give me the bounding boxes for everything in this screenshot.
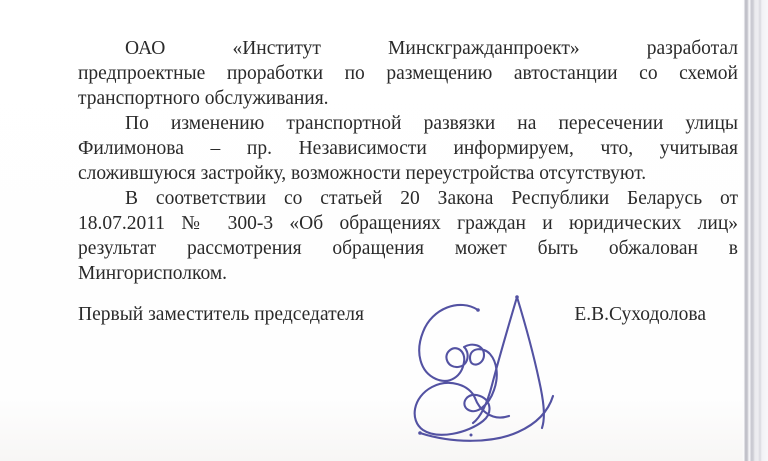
signature-stroke-peak-right-leg: [517, 297, 544, 428]
letter-body: [78, 36, 738, 286]
signature-stroke-loops: [415, 305, 509, 435]
text-line: Филимонова – пр. Независимости информируем, что, учитывая: [78, 138, 738, 159]
scan-edge-artifact: [742, 0, 768, 461]
text-line: 18.07.2011 № 300-3 «Об обращениях граждан и юридических лиц»: [78, 213, 738, 234]
text-line: По изменению транспортной развязки на пересечении улицы: [125, 113, 738, 134]
signer-title: Первый заместитель председателя: [78, 304, 364, 325]
handwritten-signature-ink: [396, 292, 562, 446]
paragraph: [78, 111, 738, 186]
ink-dot: [470, 434, 473, 437]
text-line: Мингорисполком.: [78, 263, 228, 284]
text-line: В соответствии со статьей 20 Закона Республики Беларусь от: [125, 188, 738, 209]
text-line: сложившуюся застройку, возможности переустройства отсутствуют.: [78, 163, 647, 184]
paragraph: [78, 186, 738, 286]
signer-name: Е.В.Суходолова: [574, 304, 706, 325]
ink-dot: [476, 308, 480, 312]
text-line: транспортного обслуживания.: [78, 88, 329, 109]
text-line: результат рассмотрения обращения может быть обжалован в: [78, 238, 738, 259]
text-line: предпроектные проработки по размещению автостанции со схемой: [78, 63, 738, 84]
paragraph: [78, 36, 738, 111]
ink-dot: [515, 295, 519, 299]
text-line: ОАО «Институт Минскгражданпроект» разработал: [125, 38, 738, 59]
ink-dot: [418, 431, 422, 435]
